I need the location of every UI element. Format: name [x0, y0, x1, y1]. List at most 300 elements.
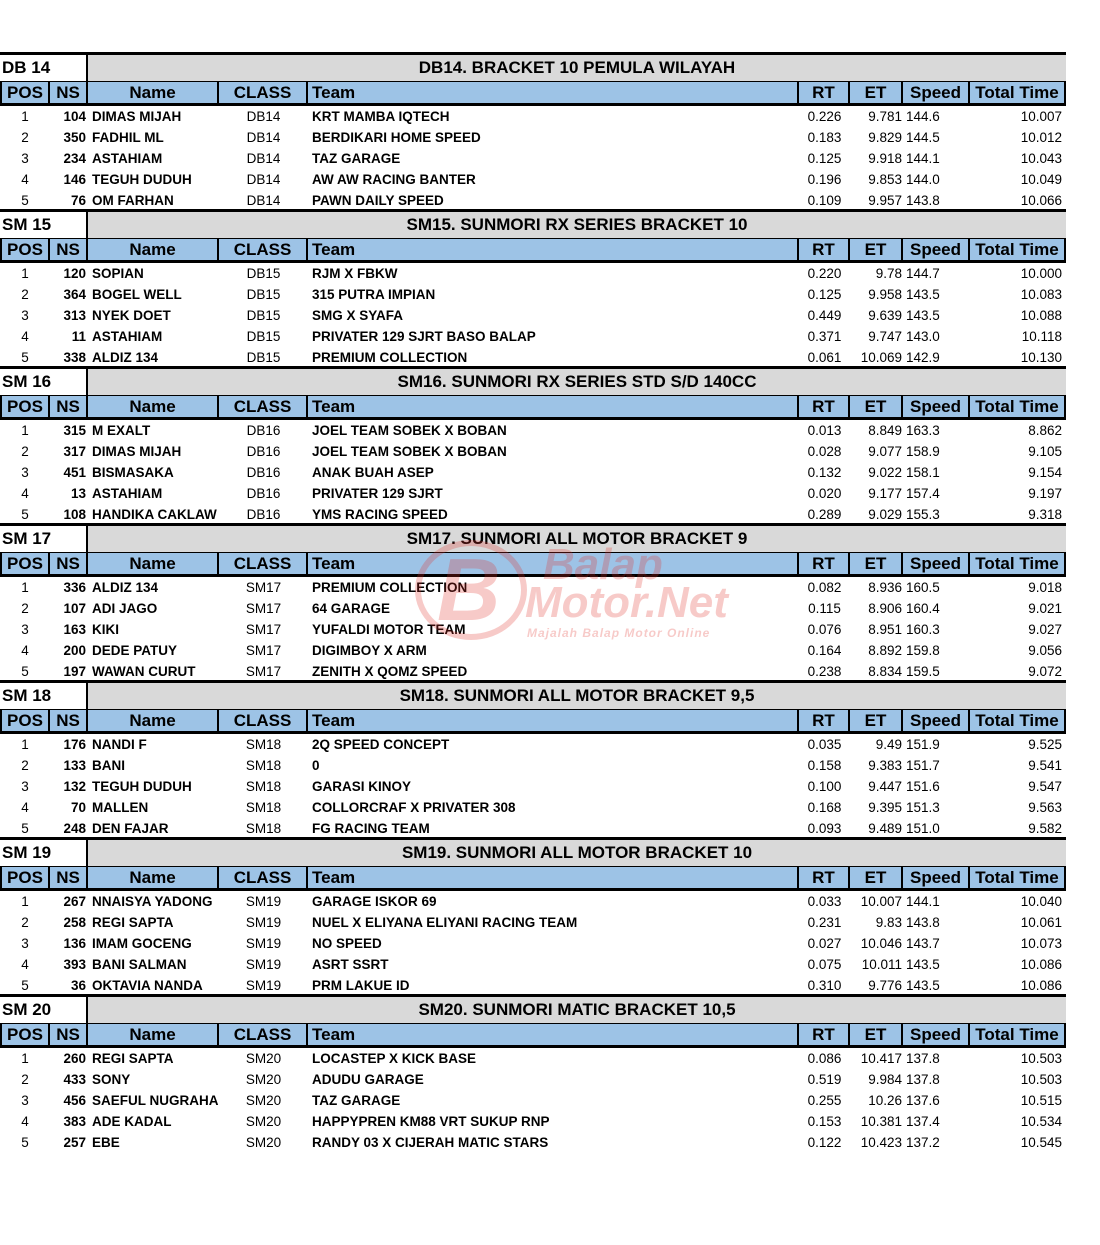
cell-pos: 2 — [21, 444, 29, 459]
section-title: SM16. SUNMORI RX SERIES STD S/D 140CC — [88, 369, 1066, 395]
cell-total: 10.534 — [1020, 1114, 1062, 1129]
cell-team: NUEL X ELIYANA ELIYANI RACING TEAM — [312, 915, 578, 930]
cell-team: JOEL TEAM SOBEK X BOBAN — [312, 423, 507, 438]
cell-total: 10.118 — [1021, 329, 1062, 344]
cell-ns: 13 — [70, 486, 86, 501]
result-rows — [0, 891, 1066, 994]
cell-speed: 137.2 — [906, 1135, 940, 1150]
cell-et: 9.958 — [868, 287, 902, 302]
cell-rt: 0.082 — [807, 580, 842, 595]
cell-name: NYEK DOET — [92, 308, 171, 323]
cell-class: DB15 — [246, 350, 281, 365]
cell-pos: 1 — [21, 266, 29, 281]
cell-speed: 137.8 — [906, 1051, 940, 1066]
cell-class: DB16 — [246, 423, 281, 438]
cell-ns: 234 — [63, 151, 86, 166]
column-header-team: Team — [308, 553, 799, 574]
table-row — [0, 640, 1066, 661]
result-section — [0, 680, 1066, 837]
cell-pos: 2 — [21, 1072, 29, 1087]
column-header-row — [0, 81, 1066, 106]
column-header-speed: Speed — [903, 1024, 970, 1045]
cell-team: GARASI KINOY — [312, 779, 412, 794]
cell-class: SM18 — [245, 737, 282, 752]
cell-team: RJM X FBKW — [312, 266, 398, 281]
cell-speed: 137.6 — [906, 1093, 940, 1108]
cell-name: ASTAHIAM — [92, 151, 163, 166]
column-header-rt: RT — [799, 239, 850, 260]
cell-rt: 0.115 — [808, 601, 841, 616]
cell-pos: 5 — [21, 193, 29, 208]
section-title: SM18. SUNMORI ALL MOTOR BRACKET 9,5 — [88, 683, 1066, 709]
cell-pos: 1 — [21, 894, 29, 909]
cell-rt: 0.226 — [807, 109, 842, 124]
cell-name: OKTAVIA NANDA — [92, 978, 203, 993]
table-row — [0, 284, 1066, 305]
cell-total: 9.563 — [1028, 800, 1062, 815]
cell-team: ADUDU GARAGE — [312, 1072, 424, 1087]
table-row — [0, 975, 1066, 996]
cell-rt: 0.153 — [807, 1114, 842, 1129]
cell-et: 10.046 — [860, 936, 902, 951]
cell-rt: 0.076 — [807, 622, 842, 637]
cell-speed: 160.4 — [906, 601, 940, 616]
cell-total: 9.525 — [1028, 737, 1062, 752]
cell-total: 10.000 — [1020, 266, 1062, 281]
cell-speed: 137.8 — [906, 1072, 940, 1087]
cell-speed: 158.9 — [906, 444, 940, 459]
cell-speed: 143.7 — [906, 936, 940, 951]
section-header — [0, 837, 1066, 866]
cell-pos: 3 — [21, 779, 29, 794]
cell-name: ADI JAGO — [92, 601, 158, 616]
cell-et: 9.639 — [868, 308, 902, 323]
cell-speed: 144.5 — [906, 130, 940, 145]
cell-et: 9.78 — [875, 266, 902, 281]
cell-et: 9.918 — [868, 151, 902, 166]
section-header — [0, 52, 1066, 81]
cell-total: 10.515 — [1020, 1093, 1062, 1108]
result-rows — [0, 263, 1066, 366]
result-rows — [0, 106, 1066, 209]
column-header-pos: POS — [0, 396, 50, 417]
cell-rt: 0.255 — [807, 1093, 842, 1108]
cell-et: 9.395 — [868, 800, 902, 815]
column-header-class: CLASS — [219, 553, 308, 574]
column-header-row — [0, 709, 1066, 734]
cell-pos: 5 — [21, 978, 29, 993]
table-row — [0, 483, 1066, 504]
cell-speed: 143.8 — [906, 915, 940, 930]
result-section — [0, 994, 1066, 1151]
column-header-total: Total Time — [970, 710, 1066, 731]
cell-speed: 158.1 — [906, 465, 940, 480]
cell-team: NO SPEED — [312, 936, 382, 951]
table-row — [0, 954, 1066, 975]
cell-ns: 132 — [63, 779, 86, 794]
cell-rt: 0.075 — [807, 957, 842, 972]
cell-speed: 155.3 — [906, 507, 940, 522]
table-row — [0, 127, 1066, 148]
column-header-pos: POS — [0, 867, 50, 888]
cell-ns: 336 — [63, 580, 86, 595]
cell-pos: 3 — [21, 151, 29, 166]
cell-rt: 0.109 — [807, 193, 842, 208]
table-row — [0, 933, 1066, 954]
table-row — [0, 441, 1066, 462]
cell-speed: 144.1 — [906, 894, 940, 909]
cell-class: SM20 — [245, 1135, 282, 1150]
watermark-tagline: Majalah Balap Motor Online — [527, 626, 711, 640]
watermark-letter: B — [437, 540, 501, 639]
cell-ns: 364 — [63, 287, 86, 302]
column-header-speed: Speed — [903, 239, 970, 260]
cell-class: SM19 — [245, 957, 282, 972]
result-rows — [0, 1048, 1066, 1151]
cell-rt: 0.238 — [807, 664, 842, 679]
cell-class: SM19 — [245, 894, 282, 909]
cell-class: DB14 — [246, 193, 281, 208]
cell-ns: 248 — [63, 821, 86, 836]
cell-speed: 151.9 — [906, 737, 940, 752]
cell-ns: 315 — [63, 423, 86, 438]
watermark-line-2: Motor.Net — [525, 578, 728, 627]
column-header-pos: POS — [0, 1024, 50, 1045]
cell-ns: 176 — [63, 737, 86, 752]
column-header-class: CLASS — [219, 82, 308, 103]
column-header-pos: POS — [0, 239, 50, 260]
column-header-rt: RT — [799, 82, 850, 103]
column-header-speed: Speed — [903, 396, 970, 417]
column-header-speed: Speed — [903, 82, 970, 103]
cell-et: 10.26 — [868, 1093, 902, 1108]
result-section — [0, 366, 1066, 523]
column-header-team: Team — [308, 867, 799, 888]
column-header-team: Team — [308, 710, 799, 731]
table-row — [0, 263, 1066, 284]
column-header-pos: POS — [0, 710, 50, 731]
cell-pos: 1 — [21, 737, 29, 752]
cell-speed: 143.0 — [906, 329, 940, 344]
cell-name: DIMAS MIJAH — [92, 444, 182, 459]
cell-class: DB16 — [246, 486, 281, 501]
table-row — [0, 734, 1066, 755]
cell-et: 8.936 — [868, 580, 902, 595]
cell-name: REGI SAPTA — [92, 915, 174, 930]
cell-class: SM17 — [245, 622, 282, 637]
cell-total: 9.056 — [1028, 643, 1062, 658]
cell-class: DB15 — [246, 308, 281, 323]
column-header-speed: Speed — [903, 867, 970, 888]
cell-rt: 0.168 — [807, 800, 842, 815]
cell-speed: 144.7 — [906, 266, 940, 281]
cell-ns: 350 — [63, 130, 86, 145]
column-header-team: Team — [308, 82, 799, 103]
cell-rt: 0.132 — [807, 465, 842, 480]
table-row — [0, 797, 1066, 818]
table-row — [0, 420, 1066, 441]
column-header-name: Name — [88, 396, 219, 417]
cell-team: PAWN DAILY SPEED — [312, 193, 444, 208]
cell-rt: 0.449 — [807, 308, 842, 323]
cell-pos: 1 — [21, 423, 29, 438]
cell-total: 9.197 — [1028, 486, 1062, 501]
column-header-speed: Speed — [903, 553, 970, 574]
cell-name: SONY — [92, 1072, 131, 1087]
cell-et: 9.077 — [868, 444, 902, 459]
cell-class: SM17 — [245, 601, 282, 616]
table-row — [0, 504, 1066, 525]
column-header-total: Total Time — [970, 867, 1066, 888]
cell-class: SM20 — [245, 1093, 282, 1108]
cell-class: SM19 — [245, 978, 282, 993]
cell-class: SM20 — [245, 1051, 282, 1066]
cell-speed: 160.5 — [906, 580, 940, 595]
column-header-pos: POS — [0, 553, 50, 574]
table-row — [0, 1132, 1066, 1153]
cell-rt: 0.196 — [807, 172, 842, 187]
column-header-et: ET — [850, 1024, 903, 1045]
cell-et: 9.747 — [868, 329, 902, 344]
cell-name: ASTAHIAM — [92, 329, 163, 344]
result-section — [0, 52, 1066, 209]
cell-total: 9.541 — [1028, 758, 1062, 773]
cell-name: IMAM GOCENG — [92, 936, 192, 951]
cell-team: PREMIUM COLLECTION — [312, 350, 468, 365]
cell-total: 10.503 — [1020, 1072, 1062, 1087]
cell-et: 10.007 — [860, 894, 902, 909]
column-header-speed: Speed — [903, 710, 970, 731]
cell-rt: 0.013 — [807, 423, 842, 438]
cell-speed: 142.9 — [906, 350, 940, 365]
column-header-row — [0, 866, 1066, 891]
cell-et: 9.489 — [868, 821, 902, 836]
table-row — [0, 577, 1066, 598]
cell-ns: 258 — [63, 915, 86, 930]
cell-et: 9.447 — [868, 779, 902, 794]
cell-name: BANI — [92, 758, 125, 773]
cell-et: 10.381 — [860, 1114, 902, 1129]
cell-ns: 36 — [70, 978, 86, 993]
section-code: SM 16 — [0, 369, 88, 395]
cell-total: 10.086 — [1020, 957, 1062, 972]
table-row — [0, 1090, 1066, 1111]
cell-speed: 163.3 — [906, 423, 940, 438]
table-row — [0, 661, 1066, 682]
cell-total: 10.545 — [1020, 1135, 1062, 1150]
column-header-pos: POS — [0, 82, 50, 103]
cell-team: DIGIMBOY X ARM — [312, 643, 427, 658]
cell-rt: 0.020 — [807, 486, 842, 501]
cell-name: DEN FAJAR — [92, 821, 169, 836]
cell-ns: 338 — [63, 350, 86, 365]
column-header-rt: RT — [799, 1024, 850, 1045]
cell-team: BERDIKARI HOME SPEED — [312, 130, 481, 145]
result-rows — [0, 734, 1066, 837]
cell-class: DB14 — [246, 172, 281, 187]
cell-rt: 0.125 — [807, 287, 842, 302]
cell-ns: 136 — [63, 936, 86, 951]
table-row — [0, 776, 1066, 797]
cell-rt: 0.033 — [807, 894, 842, 909]
column-header-class: CLASS — [219, 396, 308, 417]
cell-class: SM20 — [245, 1072, 282, 1087]
cell-pos: 3 — [21, 1093, 29, 1108]
cell-et: 9.029 — [868, 507, 902, 522]
cell-team: KRT MAMBA IQTECH — [312, 109, 450, 124]
cell-name: BOGEL WELL — [92, 287, 182, 302]
cell-et: 9.177 — [868, 486, 902, 501]
table-row — [0, 106, 1066, 127]
column-header-rt: RT — [799, 553, 850, 574]
column-header-class: CLASS — [219, 867, 308, 888]
column-header-ns: NS — [50, 396, 88, 417]
cell-class: DB14 — [246, 109, 281, 124]
cell-speed: 160.3 — [906, 622, 940, 637]
cell-et: 8.849 — [868, 423, 902, 438]
cell-ns: 163 — [63, 622, 86, 637]
cell-pos: 5 — [21, 350, 29, 365]
column-header-ns: NS — [50, 553, 88, 574]
result-section — [0, 837, 1066, 994]
cell-ns: 433 — [63, 1072, 86, 1087]
cell-et: 9.853 — [868, 172, 902, 187]
column-header-team: Team — [308, 396, 799, 417]
cell-class: DB14 — [246, 151, 281, 166]
cell-team: PRIVATER 129 SJRT — [312, 486, 443, 501]
cell-class: DB15 — [246, 329, 281, 344]
cell-class: SM17 — [245, 580, 282, 595]
result-section — [0, 523, 1066, 680]
section-header — [0, 994, 1066, 1023]
section-title: DB14. BRACKET 10 PEMULA WILAYAH — [88, 55, 1066, 81]
cell-name: TEGUH DUDUH — [92, 779, 192, 794]
cell-name: MALLEN — [92, 800, 149, 815]
cell-team: 0 — [312, 758, 320, 773]
cell-ns: 197 — [63, 664, 86, 679]
section-code: SM 18 — [0, 683, 88, 709]
cell-name: DIMAS MIJAH — [92, 109, 182, 124]
cell-et: 9.781 — [868, 109, 902, 124]
cell-total: 8.862 — [1028, 423, 1062, 438]
cell-team: FG RACING TEAM — [312, 821, 430, 836]
cell-pos: 4 — [21, 486, 29, 501]
cell-team: 2Q SPEED CONCEPT — [312, 737, 450, 752]
cell-pos: 3 — [21, 622, 29, 637]
cell-rt: 0.310 — [807, 978, 842, 993]
table-row — [0, 305, 1066, 326]
table-row — [0, 1111, 1066, 1132]
cell-team: PRM LAKUE ID — [312, 978, 410, 993]
table-row — [0, 347, 1066, 368]
cell-class: SM18 — [245, 821, 282, 836]
result-rows — [0, 420, 1066, 523]
cell-name: SAEFUL NUGRAHA — [92, 1093, 219, 1108]
cell-name: BANI SALMAN — [92, 957, 187, 972]
cell-team: TAZ GARAGE — [312, 1093, 401, 1108]
cell-et: 8.892 — [868, 643, 902, 658]
column-header-name: Name — [88, 239, 219, 260]
cell-rt: 0.158 — [807, 758, 842, 773]
column-header-rt: RT — [799, 396, 850, 417]
cell-total: 9.105 — [1028, 444, 1062, 459]
cell-team: TAZ GARAGE — [312, 151, 401, 166]
cell-rt: 0.093 — [807, 821, 842, 836]
cell-class: SM17 — [245, 664, 282, 679]
cell-total: 9.072 — [1028, 664, 1062, 679]
cell-name: ALDIZ 134 — [92, 580, 159, 595]
column-header-rt: RT — [799, 867, 850, 888]
cell-et: 9.383 — [868, 758, 902, 773]
cell-total: 10.061 — [1020, 915, 1062, 930]
cell-team: YMS RACING SPEED — [312, 507, 448, 522]
cell-pos: 3 — [21, 936, 29, 951]
table-row — [0, 1048, 1066, 1069]
cell-rt: 0.231 — [807, 915, 842, 930]
column-header-ns: NS — [50, 82, 88, 103]
cell-pos: 2 — [21, 758, 29, 773]
cell-et: 9.984 — [868, 1072, 902, 1087]
cell-ns: 133 — [63, 758, 86, 773]
cell-ns: 260 — [63, 1051, 86, 1066]
cell-pos: 4 — [21, 800, 29, 815]
cell-et: 9.957 — [868, 193, 902, 208]
column-header-ns: NS — [50, 1024, 88, 1045]
table-row — [0, 598, 1066, 619]
cell-speed: 143.5 — [906, 308, 940, 323]
cell-speed: 143.5 — [906, 957, 940, 972]
cell-rt: 0.220 — [807, 266, 842, 281]
cell-ns: 200 — [63, 643, 86, 658]
cell-total: 10.007 — [1020, 109, 1062, 124]
cell-et: 10.011 — [861, 957, 902, 972]
cell-total: 9.547 — [1028, 779, 1062, 794]
table-row — [0, 818, 1066, 839]
cell-total: 10.083 — [1020, 287, 1062, 302]
section-code: DB 14 — [0, 55, 88, 81]
column-header-team: Team — [308, 1024, 799, 1045]
cell-rt: 0.519 — [807, 1072, 842, 1087]
column-header-name: Name — [88, 82, 219, 103]
cell-ns: 104 — [63, 109, 86, 124]
cell-et: 10.417 — [860, 1051, 902, 1066]
cell-rt: 0.289 — [807, 507, 842, 522]
results-sheet — [0, 52, 1066, 1151]
cell-name: NANDI F — [92, 737, 147, 752]
cell-name: M EXALT — [92, 423, 151, 438]
cell-total: 10.066 — [1020, 193, 1062, 208]
cell-pos: 4 — [21, 643, 29, 658]
column-header-total: Total Time — [970, 239, 1066, 260]
column-header-row — [0, 395, 1066, 420]
cell-ns: 11 — [71, 329, 86, 344]
cell-name: ALDIZ 134 — [92, 350, 159, 365]
cell-total: 10.086 — [1020, 978, 1062, 993]
cell-total: 10.040 — [1020, 894, 1062, 909]
column-header-team: Team — [308, 239, 799, 260]
cell-name: ASTAHIAM — [92, 486, 163, 501]
cell-total: 10.130 — [1020, 350, 1062, 365]
column-header-name: Name — [88, 553, 219, 574]
cell-team: ANAK BUAH ASEP — [312, 465, 434, 480]
cell-class: SM17 — [245, 643, 282, 658]
cell-rt: 0.183 — [807, 130, 842, 145]
cell-pos: 5 — [21, 1135, 29, 1150]
cell-pos: 4 — [21, 329, 29, 344]
cell-name: KIKI — [92, 622, 119, 637]
cell-speed: 144.6 — [906, 109, 940, 124]
cell-pos: 1 — [21, 580, 29, 595]
